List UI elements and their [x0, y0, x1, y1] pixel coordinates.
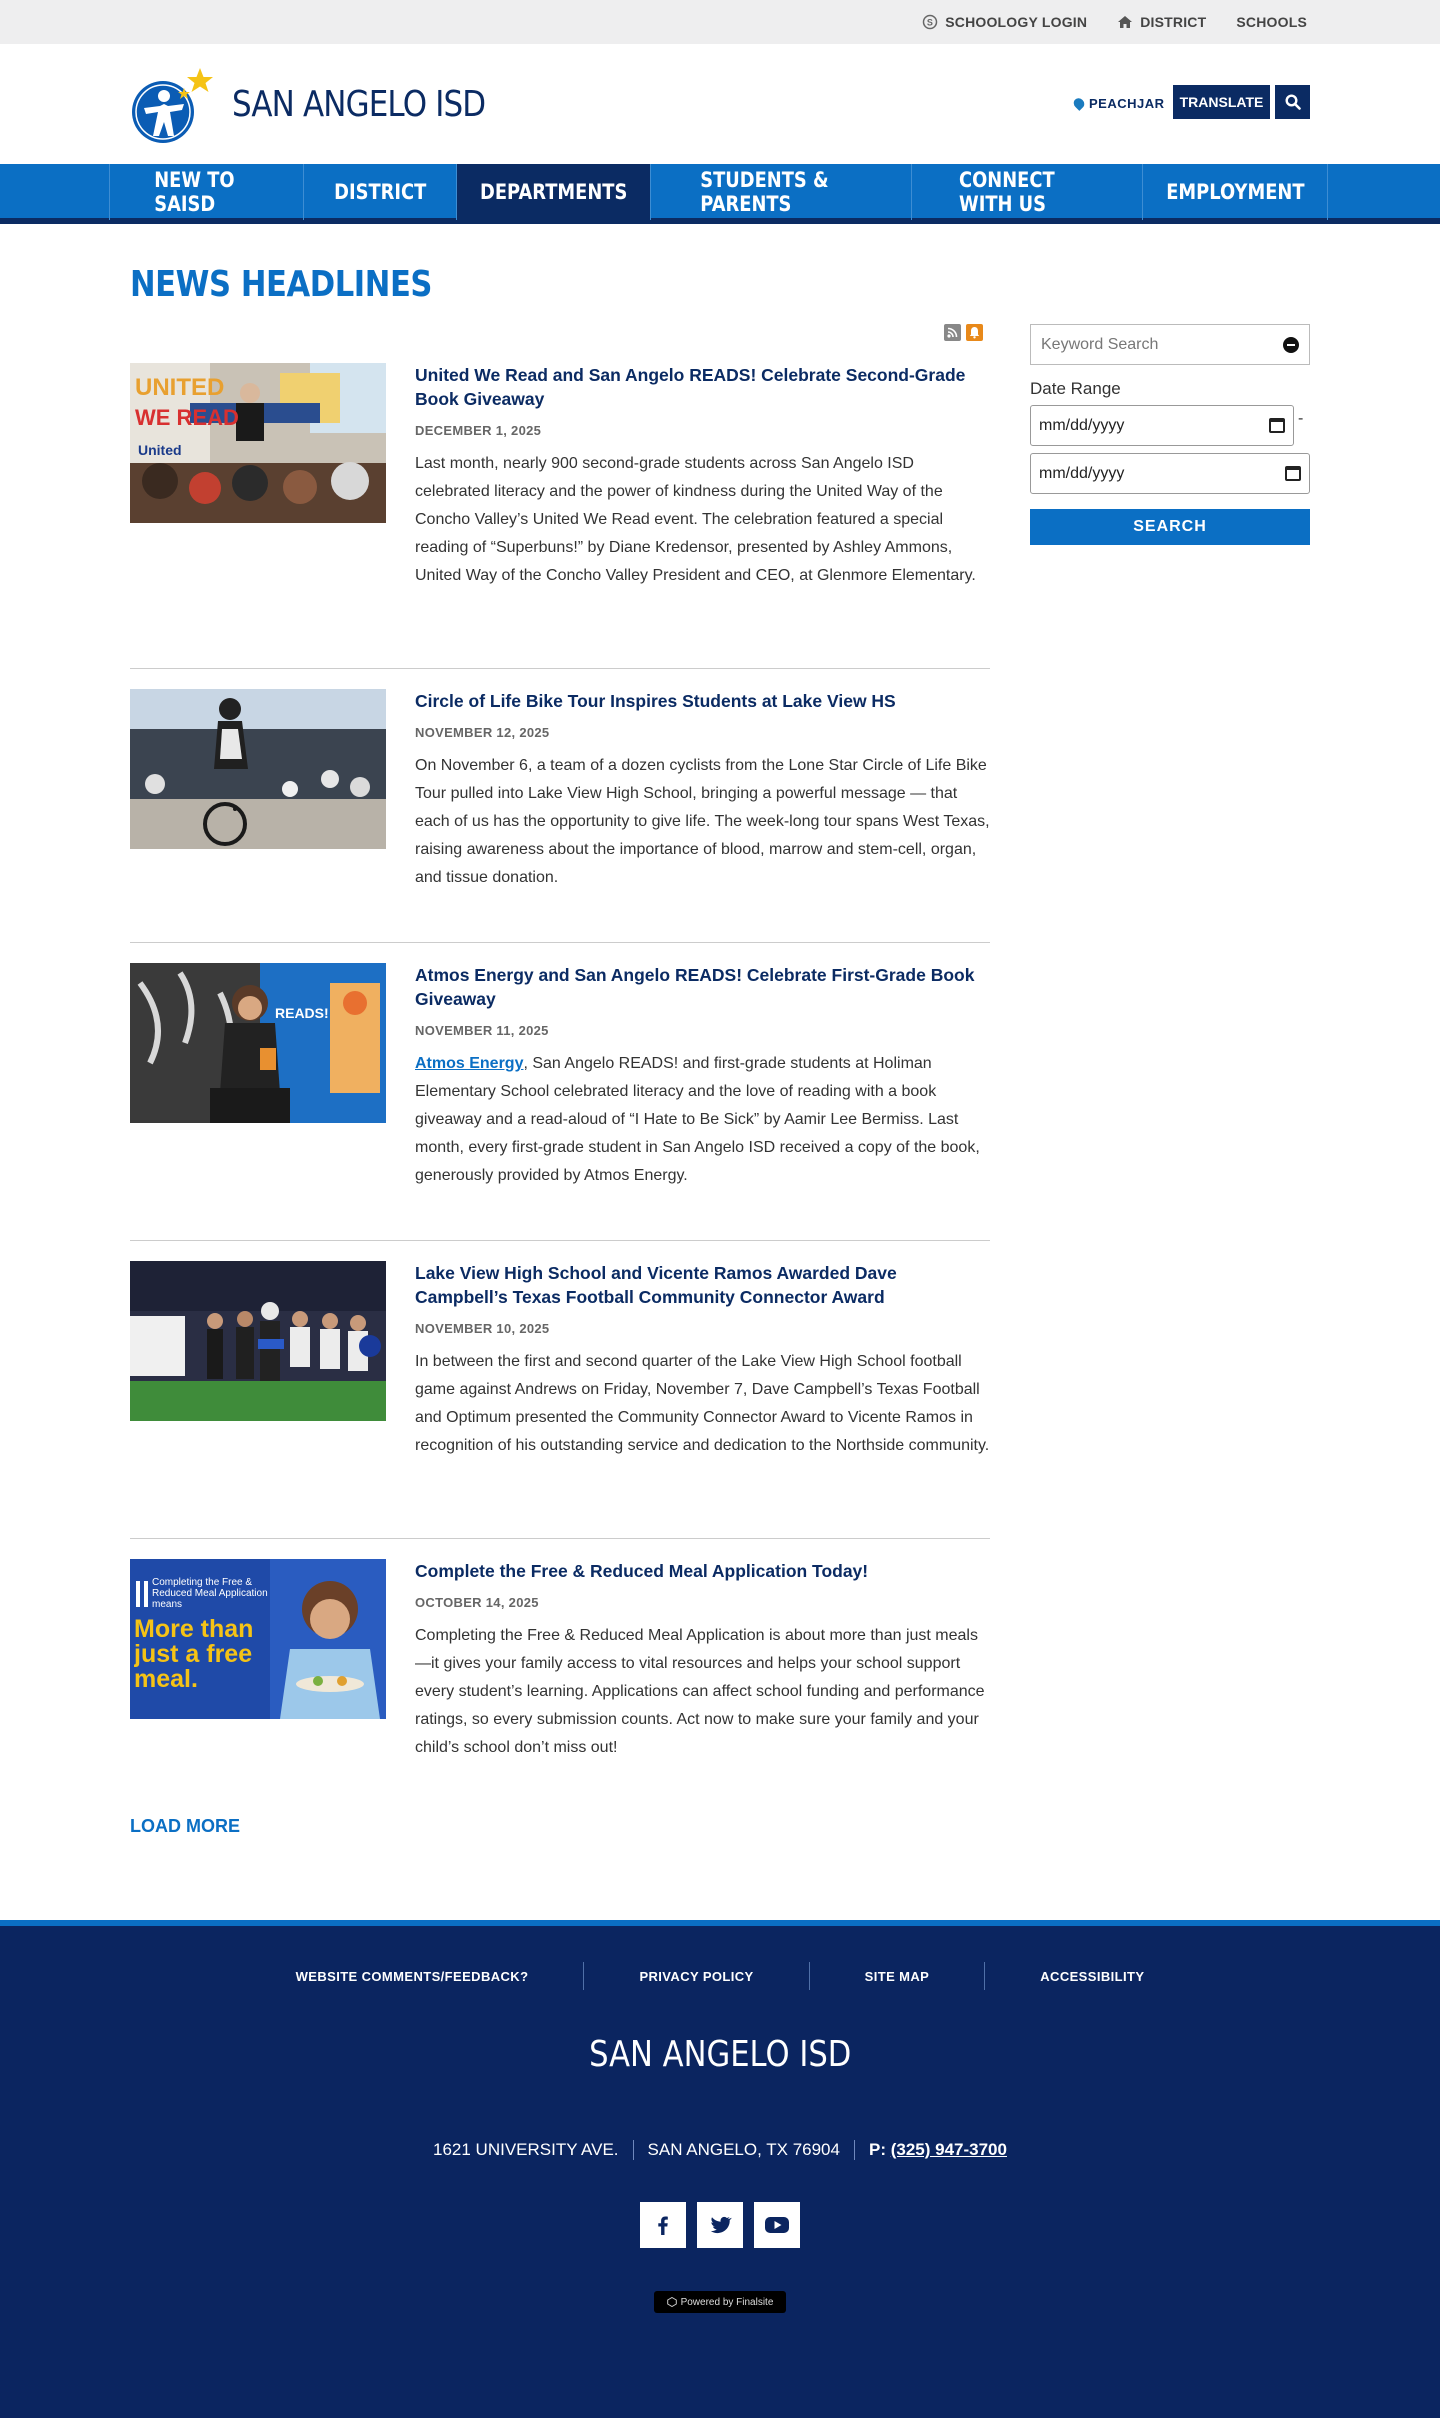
schoology-icon: [922, 14, 938, 30]
nav-item-district[interactable]: DISTRICT: [303, 164, 456, 220]
footer-link-feedback[interactable]: WEBSITE COMMENTS/FEEDBACK?: [295, 1968, 529, 1984]
footer-link-site-map[interactable]: SITE MAP: [809, 1962, 985, 1990]
thumb-text-big: More than just a free meal.: [134, 1617, 254, 1693]
news-article: [130, 963, 990, 1223]
nav-item-employment[interactable]: EMPLOYMENT: [1142, 164, 1328, 220]
end-date-placeholder: mm/dd/yyyy: [1039, 464, 1125, 482]
article-thumbnail[interactable]: [130, 363, 386, 523]
article-title[interactable]: Complete the Free & Reduced Meal Application Today!: [415, 1561, 869, 1581]
divider: [130, 942, 990, 943]
article-summary: Atmos Energy, San Angelo READS! and first-grade students at Holiman Elementary School celebrated literacy and the love of reading with a book giveaway and a read-aloud of “I Hate to Be Sick” by Aamir Lee Bermiss. Last month, every first-grade student in San Angelo ISD received a copy of the book, generously provided by Atmos Energy.: [415, 1055, 980, 1184]
article-thumbnail[interactable]: [130, 1559, 386, 1719]
article-date: OCTOBER 14, 2025: [415, 1595, 539, 1610]
nav-item-new-to-saisd[interactable]: NEW TO SAISD: [109, 164, 303, 220]
nav-item-departments[interactable]: DEPARTMENTS: [456, 164, 650, 220]
article-date: DECEMBER 1, 2025: [415, 423, 542, 438]
feed-icons: [944, 324, 983, 341]
news-filter-sidebar: [1030, 324, 1310, 545]
search-submit-button[interactable]: SEARCH: [1030, 509, 1310, 545]
article-title[interactable]: Circle of Life Bike Tour Inspires Students at Lake View HS: [415, 691, 896, 711]
powered-by-finalsite[interactable]: Powered by Finalsite: [654, 2291, 786, 2313]
footer-site-name: SAN ANGELO ISD: [588, 2034, 852, 2075]
youtube-icon[interactable]: [754, 2202, 800, 2248]
schoology-login-label: SCHOOLOGY LOGIN: [945, 14, 1088, 30]
article-summary: Completing the Free & Reduced Meal Application is about more than just meals—it gives your family access to vital resources and helps your school support every student’s learning. Applications can affect school funding and performance ratings, so every submission counts. Act now to make sure your family and your child’s school don’t miss out!: [415, 1627, 985, 1756]
thumb-text-small: Completing the Free & Reduced Meal Application means: [152, 1577, 268, 1610]
start-date-placeholder: mm/dd/yyyy: [1039, 416, 1125, 434]
footer-phone: P: (325) 947-3700: [854, 2140, 1021, 2160]
article-title[interactable]: United We Read and San Angelo READS! Celebrate Second-Grade Book Giveaway: [415, 365, 966, 409]
date-range-dash: -: [1298, 410, 1304, 427]
district-link[interactable]: [1117, 14, 1206, 30]
home-icon: [1117, 14, 1133, 30]
main-nav: [0, 164, 1440, 224]
translate-button[interactable]: TRANSLATE: [1173, 85, 1270, 119]
utility-links: [922, 0, 1307, 44]
article-thumbnail[interactable]: [130, 689, 386, 849]
schools-label: SCHOOLS: [1236, 14, 1307, 30]
twitter-icon[interactable]: [697, 2202, 743, 2248]
site-header: [0, 44, 1440, 164]
end-date-input[interactable]: [1030, 453, 1310, 494]
finalsite-icon: [667, 2297, 677, 2307]
footer-address: [0, 2140, 1440, 2160]
footer-links: [0, 1962, 1440, 1990]
nav-item-students-parents[interactable]: STUDENTS & PARENTS: [650, 164, 911, 220]
rss-icon[interactable]: [944, 324, 961, 341]
thumb-text-we-read: WE READ: [135, 405, 239, 430]
footer-link-accessibility[interactable]: ACCESSIBILITY: [984, 1962, 1199, 1990]
article-thumbnail[interactable]: [130, 1261, 386, 1421]
clear-icon[interactable]: [1283, 337, 1299, 353]
phone-link[interactable]: (325) 947-3700: [890, 2140, 1007, 2159]
article-title[interactable]: Lake View High School and Vicente Ramos Awarded Dave Campbell’s Texas Football Community Connector Award: [415, 1263, 897, 1307]
article-date: NOVEMBER 11, 2025: [415, 1023, 549, 1038]
bell-icon[interactable]: [966, 324, 983, 341]
facebook-icon[interactable]: [640, 2202, 686, 2248]
news-article: [130, 363, 990, 623]
svg-text:S: S: [927, 17, 934, 28]
load-more-button[interactable]: LOAD MORE: [130, 1816, 240, 1836]
calendar-icon[interactable]: [1285, 466, 1301, 481]
footer-street: 1621 UNIVERSITY AVE.: [433, 2140, 619, 2159]
peachjar-icon: [1072, 96, 1087, 111]
start-date-input[interactable]: [1030, 405, 1294, 446]
site-footer: [0, 1920, 1440, 2418]
keyword-search-placeholder: Keyword Search: [1041, 335, 1159, 353]
article-thumbnail[interactable]: [130, 963, 386, 1123]
schoology-login-link[interactable]: [922, 14, 1087, 30]
peachjar-label: PEACHJAR: [1089, 96, 1165, 111]
search-icon: [1285, 94, 1301, 110]
schools-link[interactable]: [1236, 14, 1307, 30]
divider: [130, 1538, 990, 1539]
header-search-button[interactable]: [1275, 85, 1310, 119]
article-summary: On November 6, a team of a dozen cyclists from the Lone Star Circle of Life Bike Tour pulled into Lake View High School, bringing a powerful message — that each of us has the opportunity to give life. The week-long tour spans West Texas, raising awareness about the importance of blood, marrow and stem-cell, organ, and tissue donation.: [415, 757, 990, 886]
article-title[interactable]: Atmos Energy and San Angelo READS! Celebrate First-Grade Book Giveaway: [415, 965, 975, 1009]
news-article: [130, 1559, 990, 1789]
calendar-icon[interactable]: [1269, 418, 1285, 433]
news-article: [130, 1261, 990, 1521]
article-date: NOVEMBER 10, 2025: [415, 1321, 550, 1336]
social-links: [0, 2202, 1440, 2248]
utility-bar: [0, 0, 1440, 44]
page-title: NEWS HEADLINES: [130, 264, 433, 305]
divider: [130, 668, 990, 669]
article-summary: In between the first and second quarter of the Lake View High School football game against Andrews on Friday, November 7, Dave Campbell’s Texas Football and Optimum presented the Community Connector Award to Vicente Ramos in recognition of his outstanding service and dedication to the Northside community.: [415, 1353, 990, 1454]
thumb-text-united-small: United: [138, 442, 182, 458]
atmos-energy-link[interactable]: Atmos Energy: [415, 1055, 524, 1072]
article-summary: Last month, nearly 900 second-grade students across San Angelo ISD celebrated literacy and the power of kindness during the United Way of the Concho Valley’s United We Read event. The celebration featured a special reading of “Superbuns!” by Diane Kredensor, presented by Ashley Ammons, United Way of the Concho Valley President and CEO, at Glenmore Elementary.: [415, 455, 976, 584]
nav-item-connect-with-us[interactable]: CONNECT WITH US: [911, 164, 1142, 220]
keyword-search-input[interactable]: [1030, 324, 1310, 365]
divider: [130, 1240, 990, 1241]
footer-link-privacy[interactable]: PRIVACY POLICY: [583, 1962, 808, 1990]
peachjar-link[interactable]: [1074, 96, 1165, 111]
footer-city: SAN ANGELO, TX 76904: [633, 2140, 854, 2160]
thumb-text-united: UNITED: [135, 374, 225, 401]
date-range-label: Date Range: [1030, 379, 1121, 398]
site-name[interactable]: SAN ANGELO ISD: [232, 84, 486, 125]
district-logo[interactable]: [130, 66, 220, 146]
news-article: [130, 689, 990, 909]
district-label: DISTRICT: [1140, 14, 1207, 30]
article-date: NOVEMBER 12, 2025: [415, 725, 550, 740]
thumb-text-reads: READS!: [275, 1005, 329, 1021]
